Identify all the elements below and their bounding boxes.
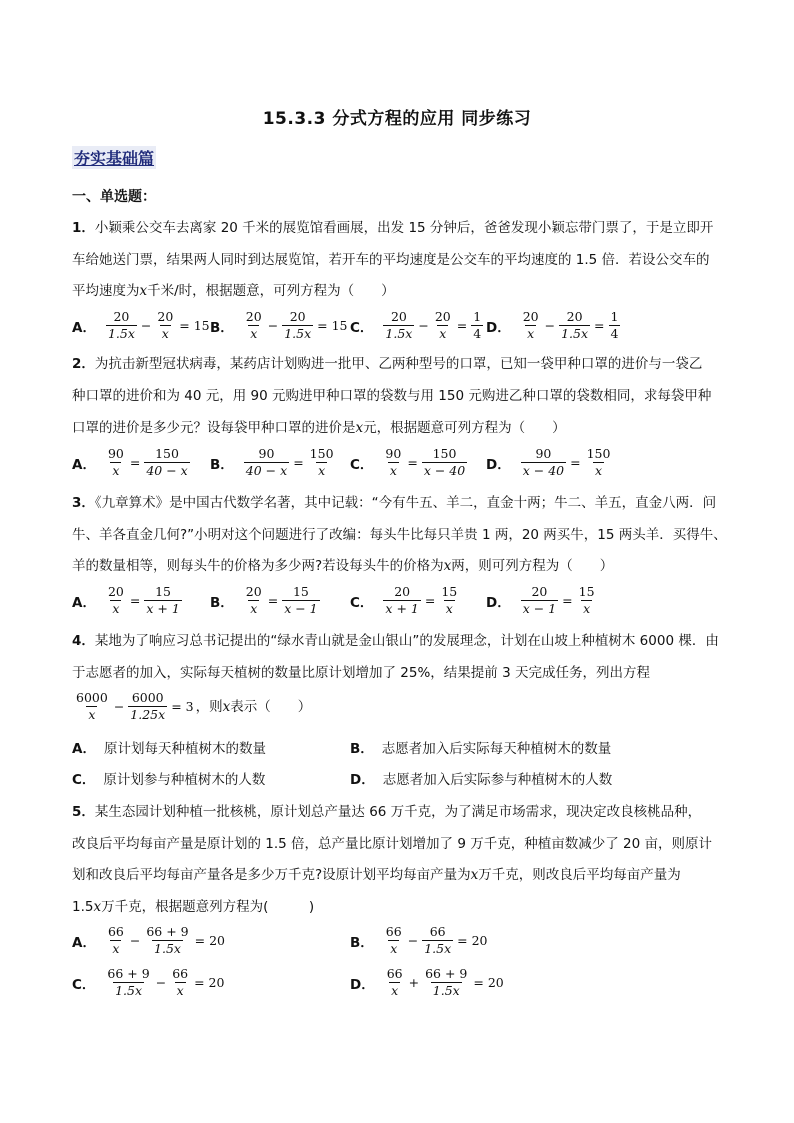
q2-line-2: 种口罩的进价和为 40 元，用 90 元购进甲种口罩的袋数与用 150 元购进乙种口罩的袋数相同，求每袋甲种	[72, 388, 712, 404]
q5-option-b[interactable]	[350, 925, 489, 956]
frac-denominator: x	[439, 326, 447, 341]
option-equation	[381, 310, 485, 341]
frac-denominator: x − 40	[522, 463, 565, 478]
frac-denominator: 4	[610, 326, 619, 341]
option-label: D．	[486, 594, 511, 611]
frac-denominator: 1.5x	[385, 326, 413, 341]
q5-option-d[interactable]	[350, 967, 506, 998]
q1-text-3b: 千米/时，根据题意，可列方程为（ ）	[147, 283, 395, 299]
q5-line-1	[72, 802, 701, 822]
q1-line-3	[72, 281, 395, 301]
frac-numerator: 90	[385, 446, 402, 461]
frac-numerator: 1	[610, 309, 619, 324]
operator: −	[155, 975, 167, 990]
q4-line-2: 于志愿者的加入，实际每天植树的数量比原计划增加了 25%，结果提前 3 天完成任务，列出方程	[72, 665, 650, 681]
q4-text-3a: ，则	[195, 698, 223, 715]
equals-sign: =	[267, 593, 279, 608]
q5-line-2: 改良后平均每亩产量是原计划的 1.5 倍，总产量比原计划增加了 9 万千克，种植亩数减少了 20 亩，则原计	[72, 836, 712, 852]
frac-denominator: x	[594, 463, 603, 478]
frac-numerator: 20	[390, 309, 407, 324]
q3-var: x	[443, 558, 452, 574]
q3-text-1: 《九章算术》是中国古代数学名著，其中记载：“今有牛五、羊二，直金十两；牛二、羊五，直金八两．问	[94, 495, 717, 511]
frac-denominator: x − 1	[522, 601, 557, 616]
frac-numerator: 90	[258, 446, 275, 461]
q3-text-3a: 羊的数量相等，则每头牛的价格为多少两?若设每头牛的价格为	[72, 558, 444, 574]
frac-numerator: 150	[586, 446, 611, 461]
q5-text-1: 某生态园计划种植一批核桃，原计划总产量达 66 万千克，为了满足市场需求，现决定改良核桃品种，	[94, 804, 702, 820]
option-label: C．	[350, 456, 374, 473]
q5-var-2: x	[93, 899, 102, 915]
q4-line-1	[72, 631, 719, 651]
q1-option-a[interactable]	[72, 310, 212, 341]
q2-text-3a: 口罩的进价是多少元？设每袋甲种口罩的进价是	[72, 420, 356, 436]
frac-numerator: 66 + 9	[425, 966, 468, 981]
option-label: C．	[72, 772, 96, 788]
q5-var: x	[470, 867, 479, 883]
frac-numerator: 20	[566, 309, 583, 324]
operator: −	[113, 698, 125, 714]
option-label: B．	[350, 741, 374, 757]
q2-var: x	[355, 420, 364, 436]
q2-option-a[interactable]	[72, 447, 192, 478]
q5-line-4	[72, 897, 314, 917]
frac-denominator: x	[250, 601, 258, 616]
option-label: B．	[210, 456, 234, 473]
frac-numerator: 20	[434, 309, 451, 324]
q4-option-a[interactable]	[72, 737, 266, 757]
option-equation	[104, 585, 184, 616]
option-label: A．	[72, 456, 96, 473]
option-equation	[519, 310, 623, 341]
q1-text-1: 小颖乘公交车去离家 20 千米的展览馆看画展，出发 15 分钟后，爸爸发现小颖忘带门票了，于是立即开	[94, 220, 714, 236]
option-equation	[242, 310, 350, 341]
option-label: A．	[72, 934, 96, 951]
frac-denominator: x	[161, 326, 169, 341]
option-equation	[519, 447, 615, 478]
q3-option-a[interactable]	[72, 585, 184, 616]
q2-line-3	[72, 418, 566, 438]
option-equation	[104, 925, 227, 956]
frac-numerator: 20	[245, 309, 262, 324]
frac-numerator: 20	[157, 309, 174, 324]
frac-numerator: 20	[289, 309, 306, 324]
frac-numerator: 20	[522, 309, 539, 324]
frac-denominator: 1.5x	[107, 326, 135, 341]
q4-equation	[72, 691, 196, 722]
q5-line-3	[72, 865, 681, 885]
option-label: A．	[72, 594, 96, 611]
option-text: 志愿者加入后实际参与种植树木的人数	[382, 772, 613, 788]
frac-denominator: x + 1	[385, 601, 419, 616]
option-equation	[242, 585, 322, 616]
frac-numerator: 20	[245, 584, 262, 599]
q1-number: 1．	[72, 220, 95, 236]
q3-line-3	[72, 556, 613, 576]
frac-numerator: 90	[535, 446, 552, 461]
q1-option-d[interactable]	[486, 310, 622, 341]
frac-numerator: 6000	[131, 690, 164, 705]
option-equation	[104, 310, 212, 341]
q5-option-c[interactable]	[72, 967, 226, 998]
option-label: C．	[72, 976, 96, 993]
option-equation	[519, 585, 599, 616]
equals-sign: =	[129, 455, 141, 470]
frac-numerator: 66	[429, 924, 446, 939]
frac-denominator: x	[112, 463, 120, 478]
equation-rhs: = 20	[457, 933, 488, 948]
option-equation	[381, 585, 461, 616]
q2-text-1: 为抗击新型冠状病毒，某药店计划购进一批甲、乙两种型号的口罩，已知一袋甲种口罩的进价与一袋乙	[94, 356, 703, 372]
q4-text-3b: 表示（ ）	[230, 698, 312, 715]
option-label: C．	[350, 594, 374, 611]
operator: −	[140, 318, 152, 333]
frac-numerator: 15	[441, 584, 458, 599]
operator: −	[418, 318, 429, 333]
frac-denominator: x	[390, 941, 398, 956]
frac-numerator: 66	[386, 966, 403, 981]
frac-numerator: 6000	[76, 690, 108, 705]
equation-rhs: = 3	[171, 698, 194, 714]
frac-numerator: 66 + 9	[107, 966, 150, 981]
equals-sign: =	[594, 318, 605, 333]
q4-number: 4．	[72, 633, 95, 649]
q1-text-3a: 平均速度为	[72, 283, 140, 299]
frac-denominator: x	[583, 601, 591, 616]
section-heading: 夯实基础篇	[72, 146, 156, 169]
option-equation	[103, 967, 226, 998]
q1-line-2: 车给她送门票，结果两人同时到达展览馆，若开车的平均速度是公交车的平均速度的 1.5 倍．若设公交车的	[72, 252, 710, 268]
frac-numerator: 20	[113, 309, 130, 324]
frac-numerator: 20	[531, 584, 548, 599]
frac-denominator: x	[318, 463, 326, 478]
frac-denominator: x	[445, 601, 453, 616]
frac-numerator: 150	[309, 446, 334, 461]
frac-denominator: 4	[473, 326, 482, 341]
frac-numerator: 66 + 9	[146, 924, 189, 939]
operator: −	[544, 318, 556, 333]
option-label: D．	[486, 456, 511, 473]
equals-sign: =	[407, 455, 418, 470]
frac-denominator: x	[176, 983, 184, 998]
frac-denominator: 1.5x	[432, 983, 460, 998]
q5-text-3b: 万千克，则改良后平均每亩产量为	[478, 867, 681, 883]
frac-numerator: 90	[107, 446, 124, 461]
page-title: 15.3.3 分式方程的应用 同步练习	[262, 109, 532, 129]
q2-option-b[interactable]	[210, 447, 338, 478]
q5-option-a[interactable]	[72, 925, 227, 956]
equation-rhs: = 20	[473, 975, 504, 990]
q5-text-4b: 万千克，根据题意列方程为( )	[101, 899, 315, 915]
equation-rhs: = 20	[194, 975, 225, 990]
equals-sign: =	[293, 455, 304, 470]
q4-option-b[interactable]	[350, 737, 611, 757]
frac-denominator: x	[391, 983, 399, 998]
frac-denominator: 1.5x	[561, 326, 589, 341]
option-text: 原计划每天种植树木的数量	[103, 741, 266, 757]
option-label: D．	[350, 976, 375, 993]
frac-numerator: 20	[107, 584, 124, 599]
option-text: 志愿者加入后实际每天种植树木的数量	[381, 741, 612, 757]
q3-option-b[interactable]	[210, 585, 322, 616]
q5-text-3a: 划和改良后平均每亩产量各是多少万千克?设原计划平均每亩产量为	[72, 867, 471, 883]
option-label: A．	[72, 319, 96, 336]
frac-denominator: 1.5x	[284, 326, 312, 341]
q5-text-4a: 1.5	[72, 899, 94, 915]
frac-numerator: 66	[107, 924, 124, 939]
q3-line-2: 牛、羊各直金几何?”小明对这个问题进行了改编：每头牛比每只羊贵 1 两，20 两买牛，15 两头羊．买得牛、	[72, 527, 727, 543]
frac-denominator: x	[389, 463, 397, 478]
q4-option-d[interactable]	[350, 768, 612, 788]
q4-line-3	[72, 691, 311, 722]
q4-var: x	[222, 698, 231, 715]
equals-sign: =	[456, 318, 468, 333]
operator: −	[407, 933, 419, 948]
frac-numerator: 15	[292, 584, 309, 599]
operator: −	[267, 318, 279, 333]
q1-line-1	[72, 218, 713, 238]
option-equation	[242, 447, 338, 478]
option-label: D．	[350, 772, 375, 788]
equals-sign: =	[570, 455, 581, 470]
frac-denominator: x	[250, 326, 258, 341]
frac-denominator: x	[112, 941, 120, 956]
q3-number: 3．	[72, 495, 95, 511]
equation-rhs: = 15	[179, 318, 210, 333]
q4-text-1: 某地为了响应习总书记提出的“绿水青山就是金山银山”的发展理念，计划在山坡上种植树木 6000 棵．由	[94, 633, 719, 649]
frac-denominator: 1.5x	[154, 941, 181, 956]
frac-denominator: x	[88, 707, 96, 722]
q2-number: 2．	[72, 356, 95, 372]
frac-numerator: 150	[155, 446, 179, 461]
option-equation	[104, 447, 192, 478]
frac-denominator: 40 − x	[245, 463, 288, 478]
equals-sign: =	[562, 593, 573, 608]
frac-denominator: x	[112, 601, 120, 616]
frac-denominator: 40 − x	[146, 463, 188, 478]
q2-line-1	[72, 354, 702, 374]
q3-option-d[interactable]	[486, 585, 599, 616]
frac-numerator: 66	[385, 924, 402, 939]
equation-rhs: = 15	[317, 318, 348, 333]
q3-line-1	[72, 493, 716, 513]
operator: +	[408, 975, 420, 990]
frac-denominator: 1.25x	[130, 707, 166, 722]
equals-sign: =	[424, 593, 436, 608]
option-label: B．	[210, 319, 234, 336]
q2-text-3b: 元，根据题意可列方程为（ ）	[363, 420, 566, 436]
q1-var: x	[139, 283, 148, 299]
frac-numerator: 20	[394, 584, 411, 599]
frac-denominator: x	[527, 326, 535, 341]
q1-option-b[interactable]	[210, 310, 349, 341]
option-label: C．	[350, 319, 374, 336]
option-equation	[381, 447, 469, 478]
option-text: 原计划参与种植树木的人数	[103, 772, 266, 788]
frac-numerator: 66	[172, 966, 189, 981]
option-label: A．	[72, 741, 96, 757]
question-type-heading: 一、单选题：	[72, 189, 156, 205]
q2-option-d[interactable]	[486, 447, 614, 478]
frac-denominator: x − 1	[284, 601, 318, 616]
frac-denominator: x + 1	[146, 601, 180, 616]
option-label: B．	[210, 594, 234, 611]
frac-numerator: 150	[432, 446, 457, 461]
q4-option-c[interactable]	[72, 768, 265, 788]
q5-number: 5．	[72, 804, 95, 820]
frac-denominator: 1.5x	[424, 941, 452, 956]
option-label: D．	[486, 319, 511, 336]
frac-numerator: 1	[473, 309, 482, 324]
equation-rhs: = 20	[194, 933, 225, 948]
q3-option-c[interactable]	[350, 585, 461, 616]
q3-text-3b: 两，则可列方程为（ ）	[451, 558, 614, 574]
frac-numerator: 15	[155, 584, 172, 599]
q2-option-c[interactable]	[350, 447, 469, 478]
frac-denominator: 1.5x	[115, 983, 143, 998]
option-label: B．	[350, 934, 374, 951]
option-equation	[383, 967, 506, 998]
equals-sign: =	[129, 593, 141, 608]
frac-numerator: 15	[578, 584, 595, 599]
frac-denominator: x − 40	[423, 463, 466, 478]
q1-option-c[interactable]	[350, 310, 485, 341]
operator: −	[129, 933, 141, 948]
option-equation	[382, 925, 490, 956]
